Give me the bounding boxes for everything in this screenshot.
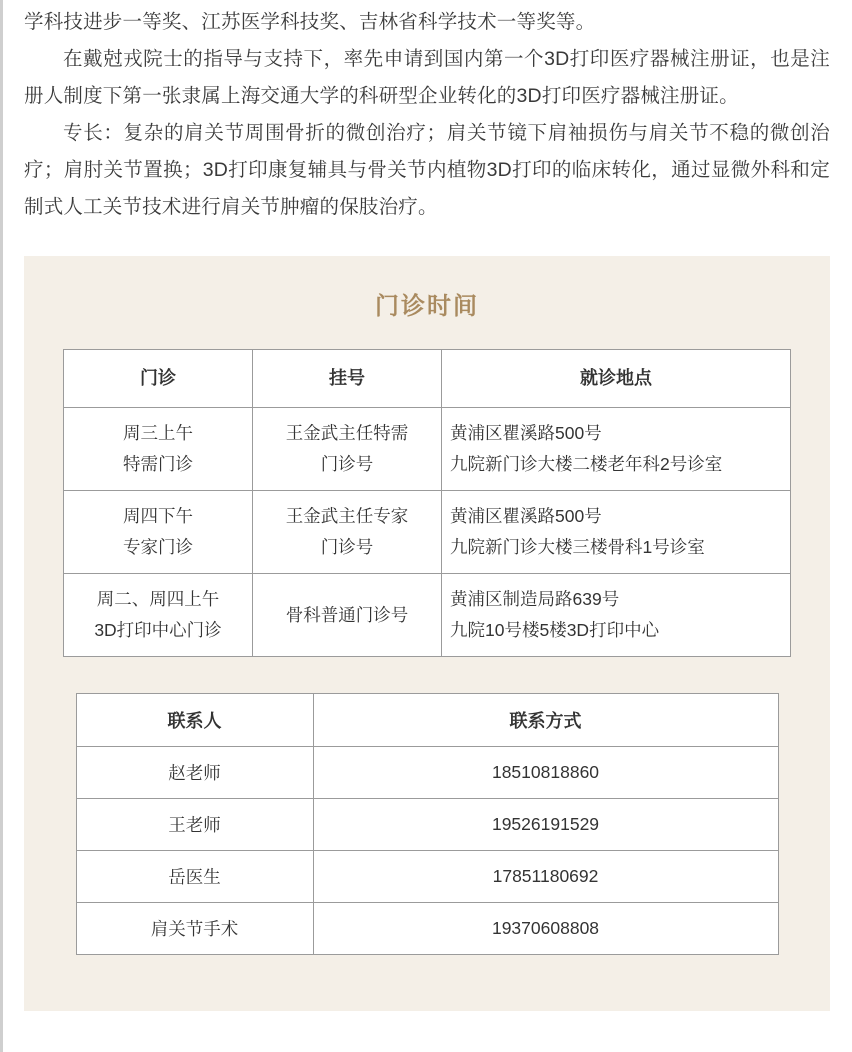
cell-registration xyxy=(253,574,442,657)
location-line-2: 九院10号楼5楼3D打印中心 xyxy=(450,620,660,640)
cell-location xyxy=(442,491,791,574)
table-row xyxy=(76,851,778,903)
cell-contact-phone: 19526191529 xyxy=(313,799,778,851)
cell-registration xyxy=(253,491,442,574)
intro-paragraphs xyxy=(24,0,830,226)
table-row xyxy=(76,747,778,799)
table-header-row xyxy=(76,694,778,747)
cell-contact-name: 岳医生 xyxy=(76,851,313,903)
column-header-clinic: 门诊 xyxy=(64,350,253,408)
contact-table-wrapper xyxy=(32,693,822,955)
cell-clinic xyxy=(64,408,253,491)
table-row xyxy=(76,903,778,955)
cell-location xyxy=(442,574,791,657)
cell-location xyxy=(442,408,791,491)
location-line-1: 黄浦区瞿溪路500号 xyxy=(450,423,602,443)
cell-registration xyxy=(253,408,442,491)
clinic-hours-table xyxy=(63,349,791,657)
paragraph-certificate: 在戴尅戎院士的指导与支持下，率先申请到国内第一个3D打印医疗器械注册证，也是注册人制度下第一张隶属上海交通大学的科研型企业转化的3D打印医疗器械注册证。 xyxy=(24,48,830,107)
clinic-line-1: 周三上午 xyxy=(123,423,193,443)
clinic-line-2: 特需门诊 xyxy=(123,454,193,474)
registration-line-2: 门诊号 xyxy=(320,454,374,474)
registration-line-1: 骨科普通门诊号 xyxy=(285,604,409,625)
column-header-contact-phone: 联系方式 xyxy=(313,694,778,747)
clinic-line-1: 周四下午 xyxy=(123,506,193,526)
cell-contact-phone: 19370608808 xyxy=(313,903,778,955)
location-line-2: 九院新门诊大楼二楼老年科2号诊室 xyxy=(450,454,723,474)
clinic-hours-title: 门诊时间 xyxy=(375,293,479,320)
clinic-line-2: 3D打印中心门诊 xyxy=(94,620,222,640)
cell-clinic xyxy=(64,574,253,657)
paragraph-awards: 学科技进步一等奖、江苏医学科技奖、吉林省科学技术一等奖等。 xyxy=(24,11,596,33)
clinic-line-2: 专家门诊 xyxy=(123,537,193,557)
registration-line-2: 门诊号 xyxy=(320,537,374,557)
location-line-2: 九院新门诊大楼三楼骨科1号诊室 xyxy=(450,537,705,557)
contact-table xyxy=(76,693,779,955)
column-header-contact-name: 联系人 xyxy=(76,694,313,747)
cell-contact-phone: 17851180692 xyxy=(313,851,778,903)
cell-contact-name: 肩关节手术 xyxy=(76,903,313,955)
table-row xyxy=(64,574,791,657)
registration-line-1: 王金武主任专家 xyxy=(285,506,409,526)
cell-contact-name: 王老师 xyxy=(76,799,313,851)
table-row xyxy=(64,491,791,574)
paragraph-specialty: 专长：复杂的肩关节周围骨折的微创治疗；肩关节镜下肩袖损伤与肩关节不稳的微创治疗；肩肘关节置换；3D打印康复辅具与骨关节内植物3D打印的临床转化，通过显微外科和定制式人工关节技术进行肩关节肿瘤的保肢治疗。 xyxy=(24,122,830,218)
location-line-1: 黄浦区瞿溪路500号 xyxy=(450,506,602,526)
column-header-location: 就诊地点 xyxy=(442,350,791,408)
cell-clinic xyxy=(64,491,253,574)
clinic-line-1: 周二、周四上午 xyxy=(96,589,220,609)
cell-contact-phone: 18510818860 xyxy=(313,747,778,799)
panel-bottom-padding xyxy=(32,955,822,985)
table-header-row xyxy=(64,350,791,408)
cell-contact-name: 赵老师 xyxy=(76,747,313,799)
registration-line-1: 王金武主任特需 xyxy=(285,423,409,443)
page-left-rule xyxy=(0,0,3,1052)
table-row xyxy=(76,799,778,851)
column-header-registration: 挂号 xyxy=(253,350,442,408)
location-line-1: 黄浦区制造局路639号 xyxy=(450,589,620,609)
table-row xyxy=(64,408,791,491)
clinic-hours-panel xyxy=(24,256,830,1011)
